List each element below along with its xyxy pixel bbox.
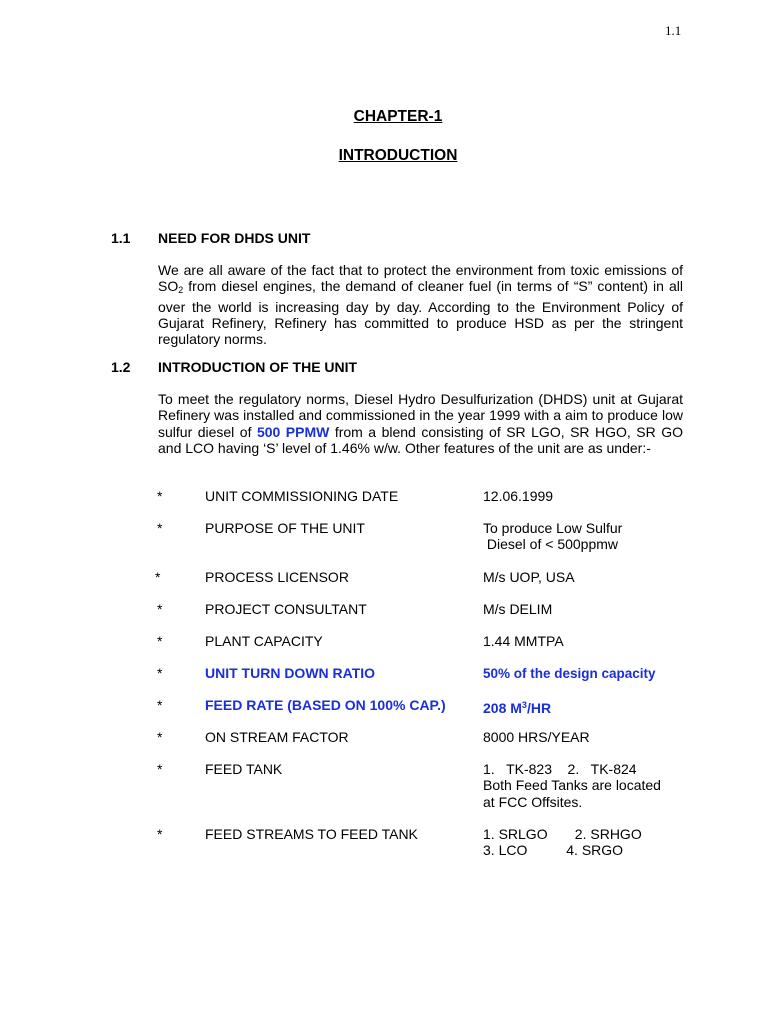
chapter-heading: INTRODUCTION bbox=[338, 147, 458, 164]
bullet: * bbox=[157, 826, 163, 842]
section-number: 1.2 bbox=[111, 359, 131, 375]
feature-label: ON STREAM FACTOR bbox=[205, 729, 349, 745]
bullet: * bbox=[157, 665, 163, 681]
feature-label: FEED STREAMS TO FEED TANK bbox=[205, 826, 418, 842]
page-number: 1.1 bbox=[665, 23, 682, 38]
feature-value: 1. SRLGO 2. SRHGO 3. LCO 4. SRGO bbox=[483, 826, 642, 859]
feature-label: UNIT COMMISSIONING DATE bbox=[205, 488, 399, 504]
feature-value: M/s DELIM bbox=[483, 601, 553, 617]
bullet: * bbox=[157, 761, 163, 777]
bullet: * bbox=[157, 488, 163, 504]
bullet: * bbox=[155, 569, 161, 585]
bullet: * bbox=[157, 697, 163, 713]
feature-value: 8000 HRS/YEAR bbox=[483, 729, 590, 745]
feature-value: M/s UOP, USA bbox=[483, 569, 575, 585]
feature-value: 1.44 MMTPA bbox=[483, 633, 564, 649]
feature-value: 50% of the design capacity bbox=[483, 666, 656, 681]
bullet: * bbox=[157, 520, 163, 536]
bullet: * bbox=[157, 633, 163, 649]
feature-label: PURPOSE OF THE UNIT bbox=[205, 520, 365, 536]
bullet: * bbox=[157, 729, 163, 745]
feature-label: PLANT CAPACITY bbox=[205, 633, 323, 649]
section-paragraph: We are all aware of the fact that to protect the environment from toxic emissions of $SO_2$ from diesel engines, the demand of cleaner fuel (in terms of “S” content) in all over the world is increasing day by day. According to the Environment Policy of Gujarat Refinery, Refinery has committed to produce HSD as per the stringent regulatory norms. bbox=[158, 262, 683, 348]
section-number: 1.1 bbox=[111, 230, 131, 246]
feature-label: UNIT TURN DOWN RATIO bbox=[205, 665, 376, 681]
feature-label: FEED RATE (BASED ON 100% CAP.) bbox=[205, 697, 446, 713]
feature-label: PROCESS LICENSOR bbox=[205, 569, 349, 585]
feature-label: PROJECT CONSULTANT bbox=[205, 601, 367, 617]
section-title: INTRODUCTION OF THE UNIT bbox=[158, 359, 358, 375]
feature-label: FEED TANK bbox=[205, 761, 283, 777]
bullet: * bbox=[157, 601, 163, 617]
section-paragraph: To meet the regulatory norms, Diesel Hydro Desulfurization (DHDS) unit at Gujarat Refinery was installed and commissioned in the year 1999 with a aim to produce low sulfur diesel of 500 PPMW from a blend consisting of SR LGO, SR HGO, SR GO and LCO having ‘S’ level of 1.46% w/w. Other features of the unit are as under:- bbox=[158, 391, 683, 456]
section-title: NEED FOR DHDS UNIT bbox=[158, 230, 311, 246]
feature-value: 208 $M^3/HR$ bbox=[483, 700, 552, 716]
chapter-title: CHAPTER-1 bbox=[353, 108, 443, 125]
feature-value: 1. TK-823 2. TK-824 Both Feed Tanks are located at FCC Offsites. bbox=[483, 761, 661, 810]
feature-value: To produce Low Sulfur Diesel of < 500ppmw bbox=[483, 520, 623, 553]
feature-value: 12.06.1999 bbox=[483, 488, 554, 504]
